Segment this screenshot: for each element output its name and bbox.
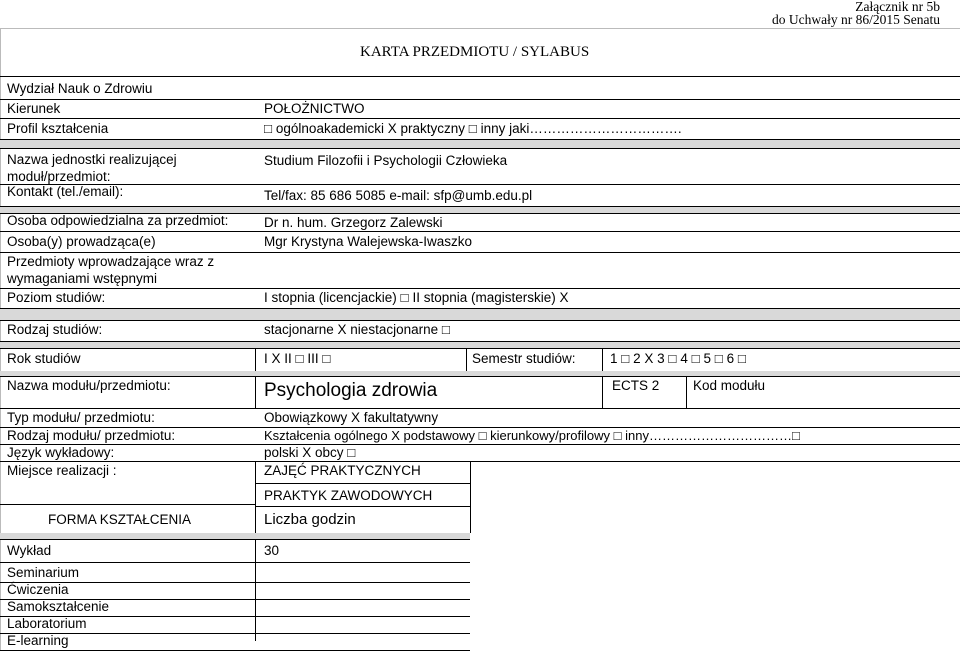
rok-label: Rok studiów	[7, 351, 81, 366]
rodzaj-mod-value: Kształcenia ogólnego X podstawowy □ kierunkowy/profilowy □ inny……………………………□	[264, 428, 800, 443]
forma-item-name: Ćwiczenia	[7, 582, 69, 597]
jednostka-label: Nazwa jednostki realizującej moduł/przedmiot:	[7, 152, 177, 184]
miejsce-label: Miejsce realizacji :	[7, 463, 117, 478]
przedmioty-label: Przedmioty wprowadzające wraz z wymaganiami wstępnymi	[7, 254, 215, 286]
forma-item-name: Seminarium	[7, 565, 80, 580]
forma-header: FORMA KSZTAŁCENIA	[48, 512, 192, 527]
kierunek-value: POŁOŻNICTWO	[264, 101, 365, 116]
rok-value: I X II □ III □	[264, 351, 331, 366]
nazwa-value: Psychologia zdrowia	[264, 380, 438, 401]
jezyk-label: Język wykładowy:	[7, 445, 115, 460]
annex-label: Załącznik nr 5b	[855, 0, 940, 14]
miejsce-value-1: ZAJĘĆ PRAKTYCZNYCH	[264, 463, 421, 478]
miejsce-value-2: PRAKTYK ZAWODOWYCH	[264, 488, 433, 503]
forma-item-name: E-learning	[7, 633, 69, 648]
forma-item-hours: 30	[264, 543, 280, 558]
profil-label: Profil kształcenia	[7, 121, 109, 136]
kontakt-value: Tel/fax: 85 686 5085 e-mail: sfp@umb.edu.pl	[264, 188, 533, 203]
semestr-value: 1 □ 2 X 3 □ 4 □ 5 □ 6 □	[610, 351, 747, 366]
forma-item-name: Laboratorium	[7, 616, 87, 631]
nazwa-label: Nazwa modułu/przedmiotu:	[7, 378, 171, 393]
forma-item-name: Samokształcenie	[7, 599, 110, 614]
row-divider	[0, 633, 470, 634]
jednostka-value: Studium Filozofii i Psychologii Człowieka	[264, 153, 508, 168]
kod-label: Kod modułu	[693, 378, 766, 393]
typ-value: Obowiązkowy X fakultatywny	[264, 410, 439, 425]
row-divider	[0, 582, 470, 583]
semestr-label: Semestr studiów:	[472, 351, 576, 366]
osoba-prow-value: Mgr Krystyna Walejewska-Iwaszko	[264, 234, 473, 249]
forma-item-name: Wykład	[7, 543, 52, 558]
poziom-label: Poziom studiów:	[7, 290, 106, 305]
ects-label: ECTS 2	[612, 378, 660, 393]
jezyk-value: polski X obcy □	[264, 445, 356, 460]
kierunek-label: Kierunek	[7, 101, 61, 116]
osoba-odp-value: Dr n. hum. Grzegorz Zalewski	[264, 215, 443, 230]
kontakt-label: Kontakt (tel./email):	[7, 184, 124, 199]
typ-label: Typ modułu/ przedmiotu:	[7, 410, 155, 425]
row-divider	[0, 562, 470, 563]
poziom-value: I stopnia (licencjackie) □ II stopnia (magisterskie) X	[264, 290, 569, 305]
profil-value: □ ogólnoakademicki X praktyczny □ inny jaki…………………………….	[264, 121, 682, 136]
rodzaj-label: Rodzaj studiów:	[7, 322, 103, 337]
rodzaj-mod-label: Rodzaj modułu/ przedmiotu:	[7, 428, 176, 443]
document-title: KARTA PRZEDMIOTU / SYLABUS	[360, 44, 590, 60]
osoba-odp-label: Osoba odpowiedzialna za przedmiot:	[7, 213, 229, 228]
hours-header: Liczba godzin	[264, 511, 356, 528]
resolution-label: do Uchwały nr 86/2015 Senatu	[772, 12, 940, 27]
faculty-name: Wydział Nauk o Zdrowiu	[7, 81, 153, 96]
osoba-prow-label: Osoba(y) prowadząca(e)	[7, 234, 156, 249]
rodzaj-value: stacjonarne X niestacjonarne □	[264, 322, 451, 337]
